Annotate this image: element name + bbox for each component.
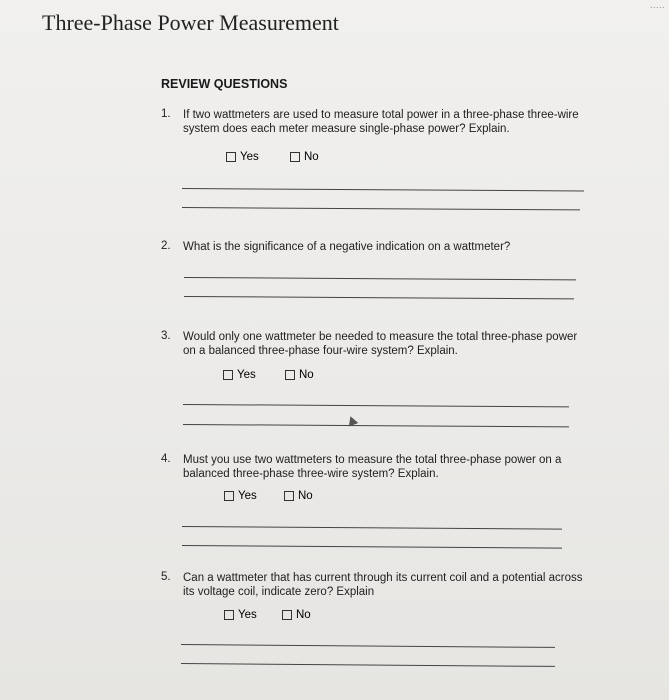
yes-label: Yes [238,609,257,621]
question-number: 1. [161,108,171,120]
no-checkbox[interactable] [282,609,311,621]
answer-line[interactable] [184,296,574,299]
answer-line[interactable] [181,644,555,648]
question-number: 5. [161,571,171,583]
question-5-options [224,609,424,625]
no-checkbox[interactable] [284,490,313,502]
question-1-options [226,151,426,167]
answer-line[interactable] [182,188,584,191]
question-text: If two wattmeters are used to measure total power in a three-phase three-wire system does each meter measure single-phase power? Explain. [183,109,579,135]
yes-checkbox[interactable] [226,151,259,163]
answer-line[interactable] [182,207,580,210]
yes-label: Yes [240,151,259,163]
checkbox-icon [226,152,236,162]
yes-checkbox[interactable] [224,490,257,502]
answer-line[interactable] [181,663,555,667]
answer-line[interactable] [182,526,562,530]
answer-line[interactable] [183,424,569,427]
checkbox-icon [284,491,294,501]
checkbox-icon [224,610,234,620]
no-label: No [296,609,311,621]
no-checkbox[interactable] [285,369,314,381]
answer-line[interactable] [182,545,562,549]
answer-line[interactable] [183,404,569,407]
question-4-options [224,490,424,506]
yes-label: Yes [238,490,257,502]
yes-label: Yes [237,369,256,381]
yes-checkbox[interactable] [223,369,256,381]
question-text: Can a wattmeter that has current through its current coil and a potential across its voltage coil, indicate zero? Explain [183,572,583,598]
answer-line[interactable] [184,277,576,280]
no-checkbox[interactable] [290,151,319,163]
question-number: 3. [161,330,171,342]
question-3-options [223,369,423,385]
page-title: Three-Phase Power Measurement [42,10,339,35]
question-text: Would only one wattmeter be needed to measure the total three-phase power on a balanced three-phase four-wire system? Explain. [183,331,578,357]
checkbox-icon [282,610,292,620]
no-label: No [304,151,319,163]
checkbox-icon [223,370,233,380]
corner-mark: ..... [649,0,665,10]
no-label: No [298,490,313,502]
question-number: 2. [161,240,171,252]
question-text: Must you use two wattmeters to measure the total three-phase power on a balanced three-phase three-wire system? Explain. [183,454,562,480]
section-heading: REVIEW QUESTIONS [161,77,288,91]
checkbox-icon [224,491,234,501]
checkbox-icon [285,370,295,380]
question-number: 4. [161,453,171,465]
checkbox-icon [290,152,300,162]
yes-checkbox[interactable] [224,609,257,621]
no-label: No [299,369,314,381]
question-text: What is the significance of a negative indication on a wattmeter? [183,241,511,253]
